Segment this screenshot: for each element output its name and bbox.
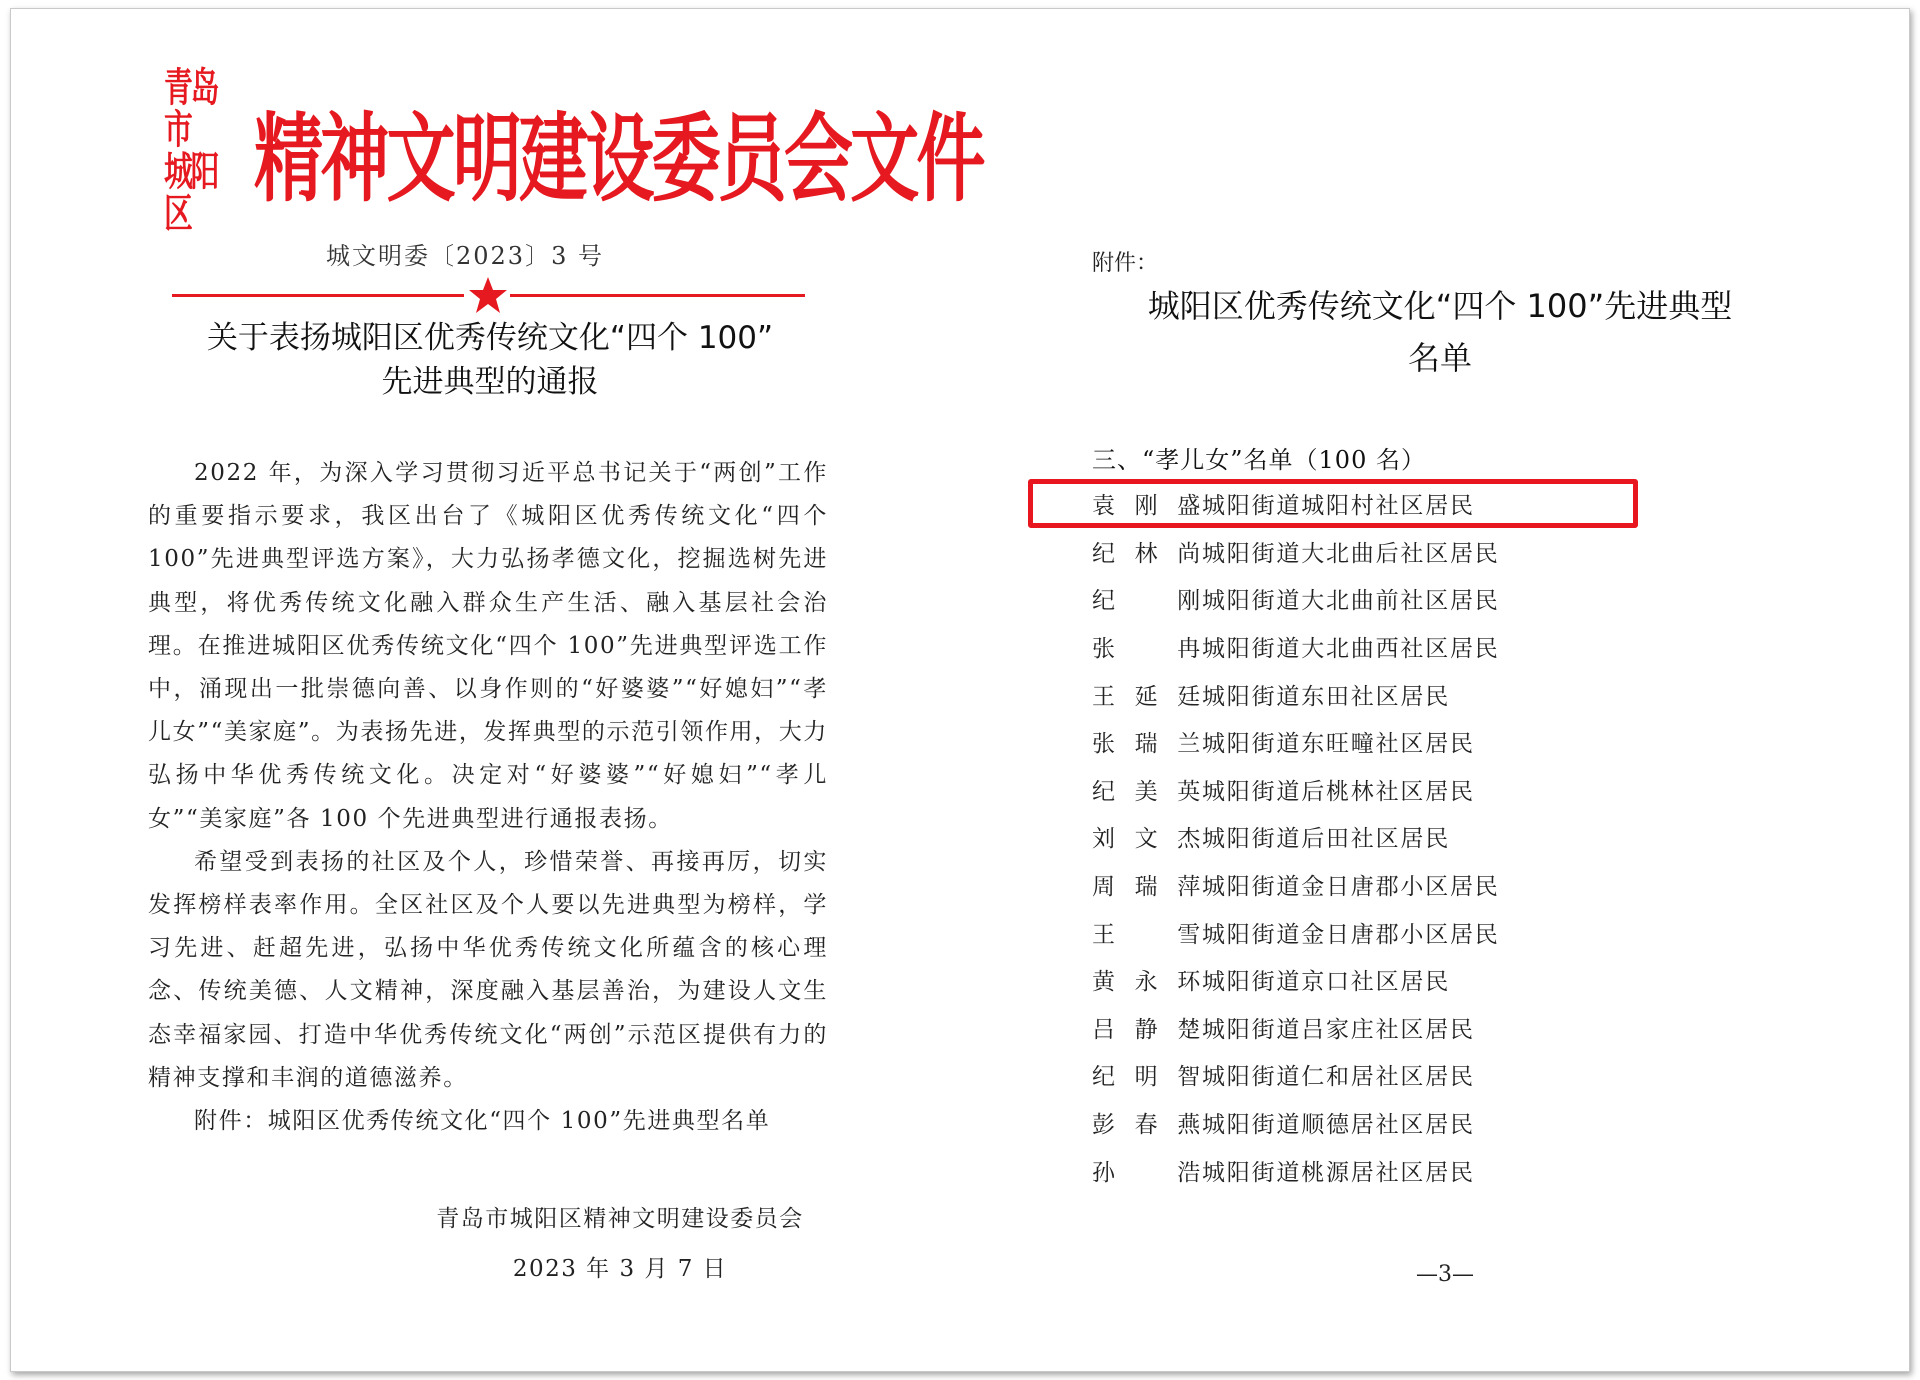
honoree-name: 刘文杰	[1092, 826, 1202, 853]
notice-title	[150, 316, 830, 404]
honoree-address: 城阳街道仁和居社区居民	[1202, 1064, 1475, 1091]
header-small-top: 青岛市	[164, 65, 218, 153]
attachment-line: 附件：城阳区优秀传统文化“四个 100”先进典型名单	[194, 1108, 771, 1135]
honoree-name: 纪美英	[1092, 778, 1202, 805]
honoree-name: 纪明智	[1092, 1064, 1202, 1091]
honoree-address: 城阳街道金日唐郡小区居民	[1202, 874, 1500, 901]
list-item	[1092, 1099, 1652, 1147]
honoree-address: 城阳街道京口社区居民	[1202, 969, 1450, 996]
honoree-name: 孙 浩	[1092, 1159, 1202, 1186]
attachment-title-line2: 名单	[1407, 339, 1472, 377]
honoree-name: 纪 刚	[1092, 588, 1202, 615]
honoree-name: 王延廷	[1092, 683, 1202, 710]
attachment-label: 附件：	[1092, 251, 1159, 276]
honoree-name: 彭春燕	[1092, 1112, 1202, 1139]
honoree-address: 城阳街道桃源居社区居民	[1202, 1159, 1475, 1186]
page-number: —3—	[1416, 1262, 1474, 1287]
list-item	[1092, 1004, 1652, 1052]
list-item	[1092, 718, 1652, 766]
honoree-name: 吕静楚	[1092, 1016, 1202, 1043]
honoree-address: 城阳街道后田社区居民	[1202, 826, 1450, 853]
list-item	[1092, 908, 1652, 956]
header-big-title: 精神文明建设委员会文件	[254, 102, 983, 215]
header-issuer-small	[164, 67, 233, 235]
list-item	[1092, 1146, 1652, 1194]
list-item	[1092, 813, 1652, 861]
document-number: 城文明委〔2023〕3 号	[326, 242, 604, 270]
honoree-name: 张瑞兰	[1092, 731, 1202, 758]
honoree-address: 城阳街道东旺疃社区居民	[1202, 731, 1475, 758]
honoree-address: 城阳街道大北曲后社区居民	[1202, 540, 1500, 567]
honoree-list	[1092, 480, 1652, 1194]
honoree-name: 周瑞萍	[1092, 874, 1202, 901]
honoree-address: 城阳街道大北曲前社区居民	[1202, 588, 1500, 615]
list-item	[1092, 670, 1652, 718]
list-item	[1092, 766, 1652, 814]
list-item	[1092, 575, 1652, 623]
header-small-bottom: 城阳区	[164, 149, 218, 237]
signature-organization: 青岛市城阳区精神文明建设委员会	[436, 1206, 804, 1232]
list-item	[1092, 956, 1652, 1004]
honoree-name: 纪林尚	[1092, 540, 1202, 567]
highlight-box	[1028, 479, 1638, 528]
document-header	[164, 65, 1266, 237]
honoree-address: 城阳街道大北曲西社区居民	[1202, 636, 1500, 663]
list-item	[1092, 1051, 1652, 1099]
honoree-address: 城阳街道顺德居社区居民	[1202, 1112, 1475, 1139]
list-item	[1092, 861, 1652, 909]
attachment-title	[1100, 280, 1780, 384]
notice-title-line1: 关于表扬城阳区优秀传统文化“四个 100”	[206, 320, 774, 356]
honoree-address: 城阳街道金日唐郡小区居民	[1202, 921, 1500, 948]
body-paragraph-1: 2022 年，为深入学习贯彻习近平总书记关于“两创”工作的重要指示要求，我区出台了《城阳区优秀传统文化“四个 100”先进典型评选方案》，大力弘扬孝德文化，挖掘选树先进典型，将优秀传统文化融入群众生产生活、融入基层社会治理。在推进城阳区优秀传统文化“四个 100”先进典型评选工作中，涌现出一批崇德向善、以身作则的“好婆婆”“好媳妇”“孝儿女”“美家庭”。为表扬先进，发挥典型的示范引领作用，大力弘扬中华优秀传统文化。决定对“好婆婆”“好媳妇”“孝儿女”“美家庭”各 100 个先进典型进行通报表扬。	[148, 460, 828, 832]
attachment-title-line1: 城阳区优秀传统文化“四个 100”先进典型	[1147, 287, 1733, 325]
honoree-address: 城阳街道城阳村社区居民	[1202, 493, 1475, 520]
honoree-name: 王 雪	[1092, 921, 1202, 948]
star-icon	[468, 275, 508, 315]
honoree-name: 张 冉	[1092, 636, 1202, 663]
list-item	[1092, 528, 1652, 576]
honoree-name: 袁刚盛	[1092, 493, 1202, 520]
red-divider-right	[510, 294, 805, 297]
section-heading: 三、“孝儿女”名单（100 名）	[1092, 446, 1426, 474]
honoree-name: 黄永环	[1092, 969, 1202, 996]
notice-title-line2: 先进典型的通报	[381, 364, 599, 400]
honoree-address: 城阳街道吕家庄社区居民	[1202, 1016, 1475, 1043]
signature-date: 2023 年 3 月 7 日	[512, 1256, 728, 1282]
honoree-address: 城阳街道后桃林社区居民	[1202, 778, 1475, 805]
red-divider-left	[172, 294, 464, 297]
honoree-address: 城阳街道东田社区居民	[1202, 683, 1450, 710]
list-item	[1092, 623, 1652, 671]
body-paragraph-2: 希望受到表扬的社区及个人，珍惜荣誉、再接再厉，切实发挥榜样表率作用。全区社区及个人要以先进典型为榜样，学习先进、赶超先进，弘扬中华优秀传统文化所蕴含的核心理念、传统美德、人文精神，深度融入基层善治，为建设人文生态幸福家园、打造中华优秀传统文化“两创”示范区提供有力的精神支撑和丰润的道德滋养。	[148, 848, 828, 1091]
notice-body	[148, 452, 828, 1143]
